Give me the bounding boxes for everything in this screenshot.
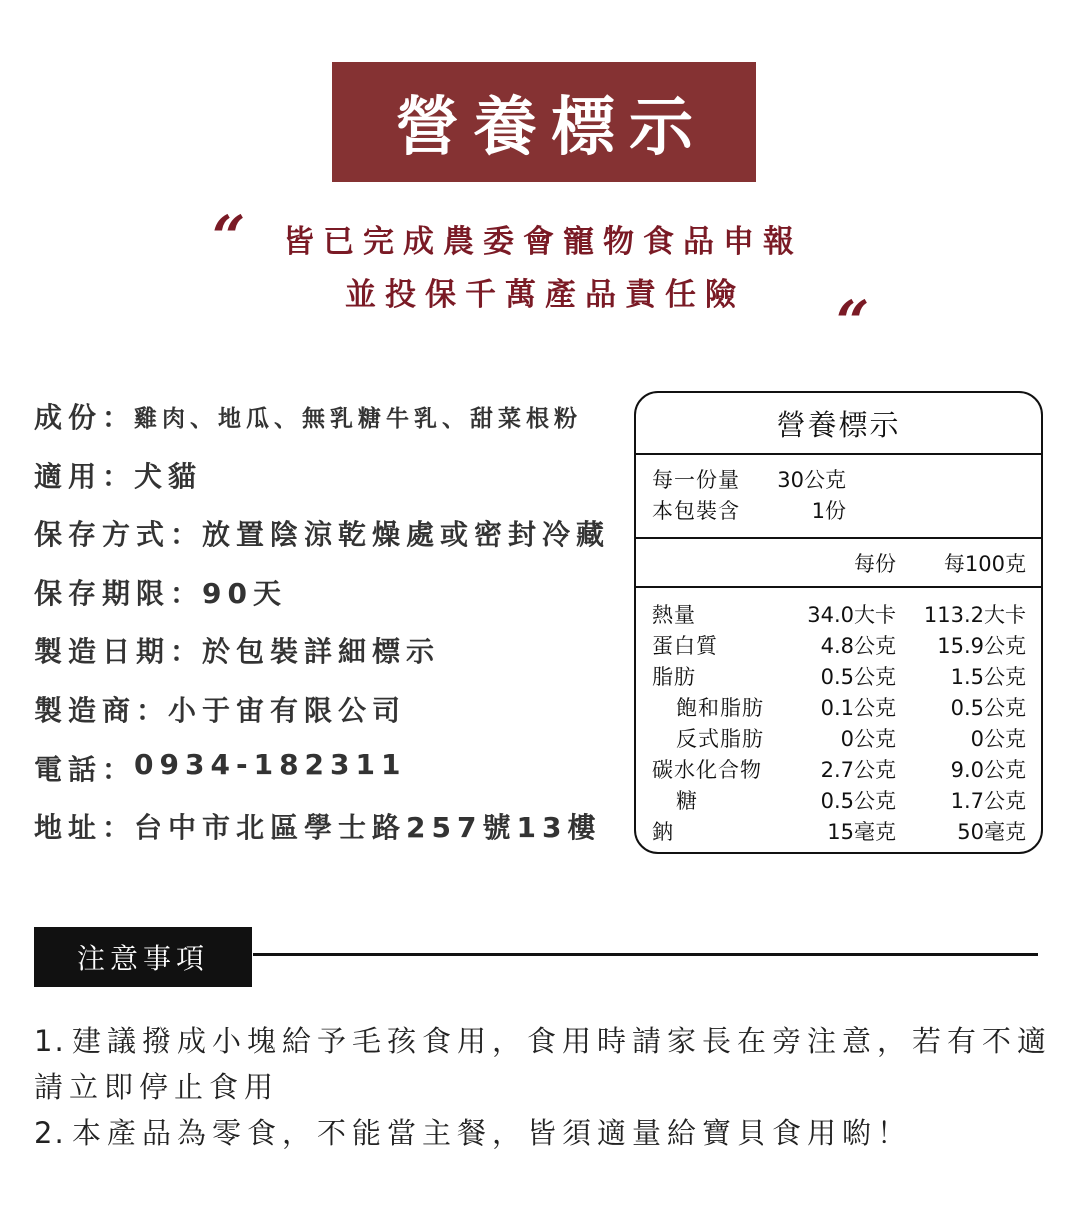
certification-line-1: 皆已完成農委會寵物食品申報	[283, 224, 803, 260]
nutrient-row	[636, 691, 1041, 722]
info-value: 小于宙有限公司	[168, 693, 407, 727]
nutrient-row	[636, 784, 1041, 815]
info-label: 製造日期	[34, 635, 171, 669]
note-item-continuation: 請立即停止食用	[34, 1070, 280, 1104]
nutrient-row	[636, 753, 1041, 784]
info-value: 於包裝詳細標示	[202, 635, 441, 669]
serving-size-label: 每一份量	[652, 467, 740, 492]
servings-per-package-row	[652, 494, 1041, 525]
nutrient-name: 蛋白質	[652, 633, 718, 658]
info-storage	[34, 513, 610, 572]
info-value: 台中市北區學士路257號13樓	[134, 811, 602, 845]
col-per-100g: 每100克	[943, 551, 1026, 576]
info-label: 成份	[34, 401, 103, 434]
note-item	[34, 1110, 1052, 1156]
nutrient-row	[636, 598, 1041, 629]
servings-value: 1份	[811, 498, 846, 523]
note-text: 建議撥成小塊給予毛孩食用，食用時請家長在旁注意，若有不適	[72, 1024, 1053, 1058]
info-shelf-life	[34, 572, 610, 631]
nutrient-per-100g: 1.7公克	[950, 788, 1026, 813]
info-separator: ：	[170, 635, 199, 669]
note-item	[34, 1018, 1052, 1064]
note-number: 2.	[34, 1116, 66, 1150]
nutrient-per-100g: 1.5公克	[950, 664, 1026, 689]
nutrient-name: 飽和脂肪	[676, 695, 764, 720]
certification-line-2: 並投保千萬產品責任險	[345, 277, 745, 313]
nutrient-per-serving: 0.1公克	[820, 695, 896, 720]
nutrient-per-serving: 0公克	[840, 726, 896, 751]
info-label: 保存方式	[34, 518, 171, 552]
info-separator: ：	[136, 693, 165, 727]
info-separator: ：	[170, 518, 199, 552]
notes-heading: 注意事項	[34, 927, 252, 987]
info-value: 犬貓	[134, 459, 203, 493]
nutrient-per-100g: 15.9公克	[937, 633, 1026, 658]
info-label: 保存期限	[34, 576, 171, 610]
info-manufacturer	[34, 689, 610, 748]
nutrient-per-100g: 0.5公克	[950, 695, 1026, 720]
info-manufacture-date	[34, 630, 610, 689]
info-label: 地址	[34, 811, 103, 845]
product-info-list	[34, 396, 610, 865]
notes-list	[34, 1018, 1052, 1156]
info-label: 適用	[34, 459, 103, 493]
info-value: 放置陰涼乾燥處或密封冷藏	[202, 518, 611, 552]
nutrient-row	[636, 815, 1041, 846]
nutrient-per-serving: 0.5公克	[820, 788, 896, 813]
nutrient-row	[636, 660, 1041, 691]
servings-label: 本包裝含	[652, 498, 740, 523]
info-label: 電話	[34, 752, 103, 786]
nutrient-name: 熱量	[652, 602, 696, 627]
info-separator: ：	[102, 811, 131, 845]
nutrient-per-serving: 34.0大卡	[807, 602, 896, 627]
nutrition-title: 營養標示	[636, 393, 1041, 455]
nutrient-name: 碳水化合物	[652, 757, 762, 782]
nutrient-per-100g: 9.0公克	[950, 757, 1026, 782]
nutrition-facts-table	[634, 391, 1043, 854]
notes-divider	[253, 953, 1038, 956]
nutrient-per-100g: 0公克	[970, 726, 1026, 751]
info-label: 製造商	[34, 693, 137, 727]
nutrient-name: 反式脂肪	[676, 726, 764, 751]
nutrient-per-serving: 0.5公克	[820, 664, 896, 689]
nutrient-name: 鈉	[652, 819, 674, 844]
info-ingredients	[34, 396, 610, 455]
title-banner	[332, 62, 756, 182]
close-quote-icon: “	[836, 288, 870, 356]
serving-size-row	[652, 463, 1041, 494]
nutrient-per-100g: 113.2大卡	[923, 602, 1026, 627]
serving-info	[636, 455, 1041, 539]
info-separator: ：	[102, 459, 131, 493]
info-address	[34, 806, 610, 865]
note-text: 本產品為零食，不能當主餐，皆須適量給寶貝食用喲！	[72, 1116, 913, 1150]
nutrient-row	[636, 629, 1041, 660]
col-per-serving: 每份	[854, 551, 896, 576]
info-value: 0934-182311	[134, 747, 407, 781]
nutrient-row	[636, 722, 1041, 753]
nutrient-per-serving: 15毫克	[827, 819, 896, 844]
info-value: 90天	[202, 576, 287, 610]
serving-size-value: 30公克	[777, 467, 846, 492]
info-phone	[34, 748, 610, 807]
open-quote-icon: “	[212, 203, 246, 271]
info-separator: ：	[170, 576, 199, 610]
info-value: 雞肉、地瓜、無乳糖牛乳、甜菜根粉	[134, 406, 583, 432]
nutrient-name: 糖	[676, 788, 698, 813]
note-number: 1.	[34, 1024, 66, 1058]
nutrient-per-serving: 2.7公克	[820, 757, 896, 782]
nutrition-rows	[636, 588, 1041, 846]
info-separator: ：	[102, 752, 131, 786]
nutrient-per-serving: 4.8公克	[820, 633, 896, 658]
info-separator: ：	[102, 401, 131, 434]
info-applicable	[34, 455, 610, 514]
nutrition-column-headers	[636, 539, 1041, 588]
nutrient-name: 脂肪	[652, 664, 696, 689]
nutrient-per-100g: 50毫克	[957, 819, 1026, 844]
page-title: 營養標示	[395, 91, 707, 165]
